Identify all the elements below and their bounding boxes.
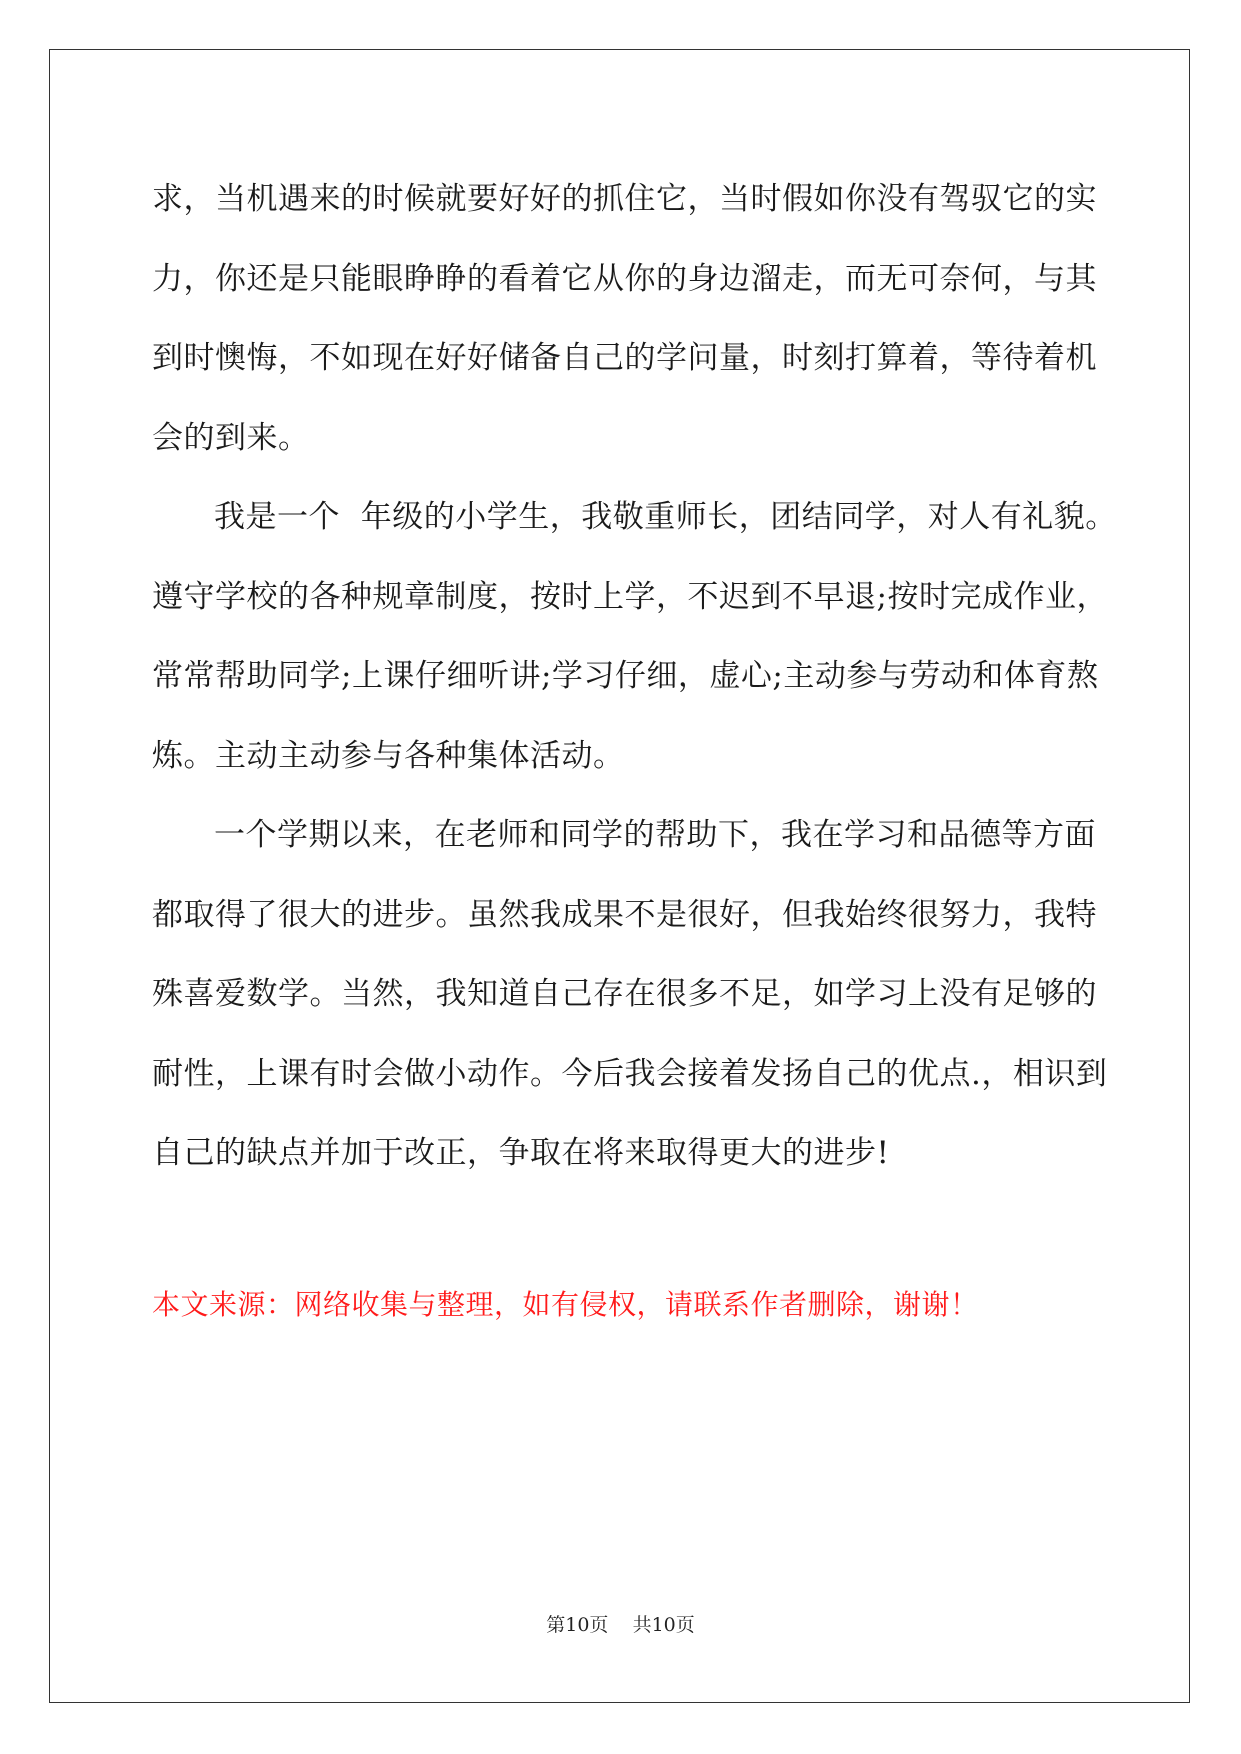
text-line: 会的到来。: [152, 419, 310, 456]
text-line: 我是一个 年级的小学生，我敬重师长，团结同学，对人有礼貌。: [214, 499, 1117, 535]
text-line: 求，当机遇来的时候就要好好的抓住它，当时假如你没有驾驭它的实: [152, 181, 1097, 217]
paragraph-2: [152, 478, 1117, 796]
document-body: [152, 160, 1117, 1194]
text-line: 炼。主动主动参与各种集体活动。: [152, 737, 625, 774]
text-line: 殊喜爱数学。当然，我知道自己存在很多不足，如学习上没有足够的: [152, 976, 1097, 1012]
text-line: 耐性，上课有时会做小动作。今后我会接着发扬自己的优点.，相识到: [152, 1055, 1108, 1092]
text-line: 力，你还是只能眼睁睁的看着它从你的身边溜走，而无可奈何，与其: [152, 260, 1097, 297]
text-line: 遵守学校的各种规章制度，按时上学，不迟到不早退;按时完成作业，: [152, 578, 1108, 615]
text-line: 一个学期以来，在老师和同学的帮助下，我在学习和品德等方面: [214, 817, 1096, 853]
paragraph-1: [152, 160, 1097, 478]
source-note: 本文来源：网络收集与整理，如有侵权，请联系作者删除，谢谢！: [152, 1288, 979, 1321]
page-number-footer: 第10页 共10页: [546, 1614, 695, 1636]
text-line: 自己的缺点并加于改正，争取在将来取得更大的进步!: [152, 1135, 890, 1171]
text-line: 都取得了很大的进步。虽然我成果不是很好，但我始终很努力，我特: [152, 896, 1097, 933]
text-line: 常常帮助同学;上课仔细听讲;学习仔细，虚心;主动参与劳动和体育熬: [152, 658, 1099, 694]
text-line: 到时懊悔，不如现在好好储备自己的学问量，时刻打算着，等待着机: [152, 340, 1097, 376]
paragraph-3: [152, 796, 1108, 1194]
